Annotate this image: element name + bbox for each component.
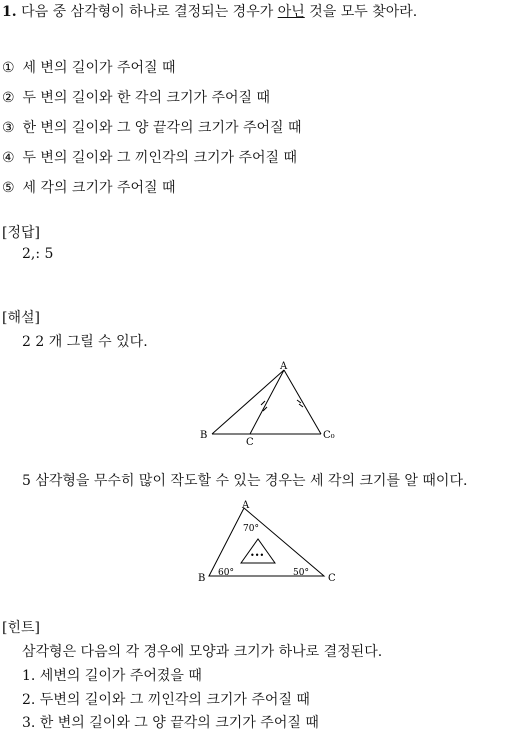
angle-b-label: 60° xyxy=(218,568,234,578)
option-mark: ③ xyxy=(2,120,15,136)
hint-item-1: 1. 세변의 길이가 주어졌을 때 xyxy=(22,668,202,684)
hint-item-2: 2. 두변의 길이와 그 끼인각의 크기가 주어질 때 xyxy=(22,692,310,708)
option-5 xyxy=(2,177,176,197)
figure-angle-triangle xyxy=(195,498,345,588)
option-text: 두 변의 길이와 그 끼인각의 크기가 주어질 때 xyxy=(22,150,298,166)
hint-item-3: 3. 한 변의 길이와 그 양 끝각의 크기가 주어질 때 xyxy=(22,715,319,731)
angle-a-label: 70° xyxy=(243,524,259,534)
figure-two-triangles xyxy=(195,358,345,448)
option-text: 두 변의 길이와 한 각의 크기가 주어질 때 xyxy=(22,90,270,106)
option-3 xyxy=(2,117,302,137)
option-text: 세 각의 크기가 주어질 때 xyxy=(22,180,176,196)
vertex-c-label: C xyxy=(246,437,254,448)
vertex-b-label: B xyxy=(200,430,208,441)
option-mark: ⑤ xyxy=(2,180,15,196)
inner-dots: ••• xyxy=(250,551,265,560)
option-2 xyxy=(2,87,270,107)
side-ac xyxy=(250,370,284,434)
explanation-line2: 5 삼각형을 무수히 많이 작도할 수 있는 경우는 세 각의 크기를 알 때이다. xyxy=(22,473,468,489)
vertex-a-label: A xyxy=(280,361,288,372)
hint-intro: 삼각형은 다음의 각 경우에 모양과 크기가 하나로 결정된다. xyxy=(22,644,383,660)
hint-label: [힌트] xyxy=(2,620,40,636)
option-mark: ④ xyxy=(2,150,15,166)
question-text-after: 것을 모두 찾아라. xyxy=(304,4,418,20)
answer-label: [정답] xyxy=(2,225,40,241)
explanation-label: [해설] xyxy=(2,310,40,326)
option-text: 세 변의 길이가 주어질 때 xyxy=(22,60,176,76)
side-ac0 xyxy=(284,370,321,434)
question-line xyxy=(2,1,417,21)
outer-triangle xyxy=(209,508,324,576)
question-number: 1. xyxy=(2,4,17,20)
vertex-b-label: B xyxy=(198,573,206,584)
option-1 xyxy=(2,57,176,77)
question-text-before: 다음 중 삼각형이 하나로 결정되는 경우가 xyxy=(21,4,278,20)
explanation-line1: 2 2 개 그릴 수 있다. xyxy=(22,334,148,350)
option-mark: ① xyxy=(2,60,15,76)
tick-mark-ac xyxy=(261,401,267,411)
angle-c-label: 50° xyxy=(293,568,309,578)
vertex-c-label: C xyxy=(328,573,336,584)
question-underlined: 아닌 xyxy=(277,4,305,20)
vertex-c0-label: C₀ xyxy=(323,430,335,441)
side-ba xyxy=(212,370,284,434)
answer-text: 2,: 5 xyxy=(22,246,54,262)
option-text: 한 변의 길이와 그 양 끝각의 크기가 주어질 때 xyxy=(22,120,302,136)
option-mark: ② xyxy=(2,90,15,106)
option-4 xyxy=(2,147,297,167)
vertex-a-label: A xyxy=(242,500,250,511)
